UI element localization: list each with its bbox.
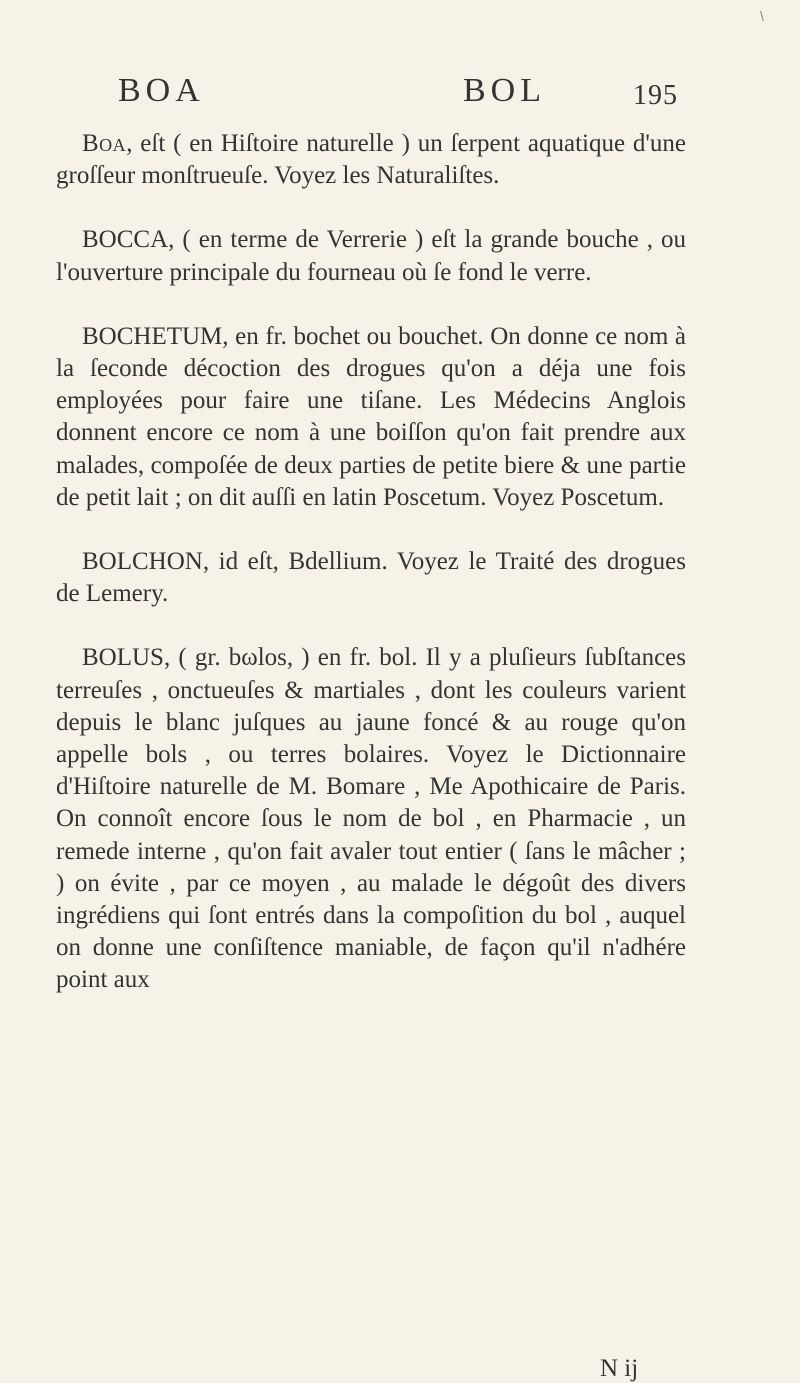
entry-bolchon: [56, 546, 686, 610]
entry-head: Boa: [82, 130, 127, 157]
entry-head: BOCCA: [82, 226, 169, 254]
entry-bochetum: [56, 321, 686, 514]
entry-head: BOLUS: [82, 644, 164, 672]
page-number: 195: [633, 80, 678, 111]
entry-text: , id eſt, Bdellium. Voyez le Traité des drogues de Lemery.: [56, 548, 686, 608]
entry-boa: [56, 128, 686, 192]
entry-text: , en fr. bochet ou bouchet. On donne ce nom à la ſeconde décoction des drogues qu'on a déja une fois employées pour faire une tiſane. Les Médecins Anglois donnent encore ce nom à une boiſſon qu'on fait prendre aux malades, compoſée de deux parties de petite biere & une partie de petit lait ; on dit auſſi en latin Poscetum. Voyez Poscetum.: [56, 322, 686, 511]
entry-bocca: [56, 224, 686, 288]
header-left: BOA: [118, 72, 205, 109]
entry-text: , ( gr. bωlos, ) en fr. bol. Il y a pluſieurs ſubſtances terreuſes , onctueuſes & martiales , dont les couleurs varient depuis le blanc juſques au jaune foncé & au rouge qu'on appelle bols , ou terres bolaires. Voyez le Dictionnaire d'Hiſtoire naturelle de M. Bomare , Me Apothicaire de Paris. On connoît encore ſous le nom de bol , en Pharmacie , un remede interne , qu'on fait avaler tout entier ( ſans le mâcher ; ) on évite , par ce moyen , au malade le dégoût des divers ingrédiens qui ſont entrés dans la compoſition du bol , auquel on donne une conſiſtence maniable, de façon qu'il n'adhére point aux: [56, 644, 686, 994]
running-header: [118, 72, 688, 120]
entry-head: BOLCHON: [82, 548, 203, 576]
catchword: N ij: [600, 1355, 639, 1382]
corner-mark: \: [760, 8, 764, 24]
entry-text: , eſt ( en Hiſtoire naturelle ) un ſerpent aquatique d'une groſſeur monſtrueuſe. Voyez les Naturaliſtes.: [56, 130, 686, 190]
entry-bolus: [56, 642, 686, 996]
dictionary-body: [56, 128, 686, 997]
entry-text: , ( en terme de Verrerie ) eſt la grande bouche , ou l'ouverture principale du fourneau où ſe fond le verre.: [56, 226, 686, 286]
entry-head: BOCHETUM: [82, 322, 223, 350]
header-center: BOL: [463, 72, 546, 109]
